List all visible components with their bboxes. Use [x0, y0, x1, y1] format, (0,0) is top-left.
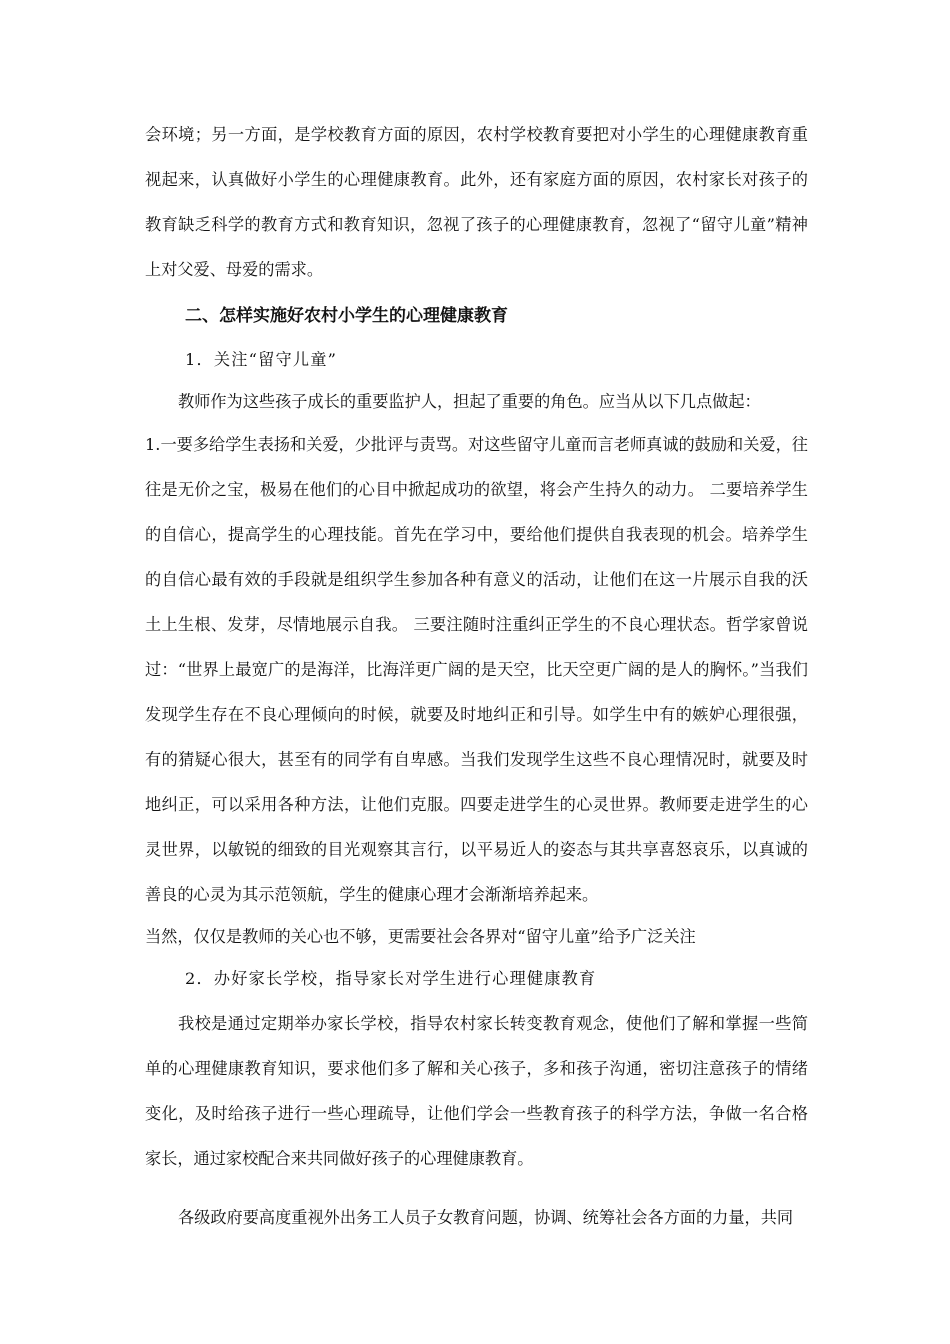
paragraph-four-points: 1.一要多给学生表扬和关爱，少批评与责骂。对这些留守儿童而言老师真诚的鼓励和关爱，往往是无价之宝，极易在他们的心目中掀起成功的欲望，将会产生持久的动力。 二要培养学生的自信心，提高学生的心理技能。首先在学习中，要给他们提供自我表现的机会。培养学生的自信心最有效的手段就是组织学生参加各种有意义的活动，让他们在这一片展示自我的沃土上生根、发芽，尽情地展示自我。 三要注随时注重纠正学生的不良心理状态。哲学家曾说过：“世界上最宽广的是海洋，比海洋更广阔的是天空，比天空更广阔的是人的胸怀。”当我们发现学生存在不良心理倾向的时候，就要及时地纠正和引导。如学生中有的嫉妒心理很强，有的猜疑心很大，甚至有的同学有自卑感。当我们发现学生这些不良心理情况时，就要及时地纠正，可以采用各种方法，让他们克服。四要走进学生的心灵世界。教师要走进学生的心灵世界，以敏锐的细致的目光观察其言行，以平易近人的姿态与其共享喜怒哀乐，以真诚的善良的心灵为其示范领航，学生的健康心理才会渐渐培养起来。 — [145, 435, 808, 904]
paragraph-government: 各级政府要高度重视外出务工人员子女教育问题，协调、统筹社会各方面的力量，共同 — [178, 1208, 794, 1227]
paragraph-continued: 会环境；另一方面，是学校教育方面的原因，农村学校教育要把对小学生的心理健康教育重视起来，认真做好小学生的心理健康教育。此外，还有家庭方面的原因，农村家长对孩子的教育缺乏科学的教育方式和教育知识，忽视了孩子的心理健康教育，忽视了“留守儿童”精神上对父爱、母爱的需求。 — [145, 125, 808, 279]
subheading-left-behind-children: 1．关注“留守儿童” — [185, 350, 338, 369]
subheading-parent-school: 2．办好家长学校，指导家长对学生进行心理健康教育 — [185, 969, 597, 988]
section-heading: 二、怎样实施好农村小学生的心理健康教育 — [185, 306, 508, 326]
paragraph-teacher-role: 教师作为这些孩子成长的重要监护人，担起了重要的角色。应当从以下几点做起： — [178, 392, 761, 411]
paragraph-society-attention: 当然，仅仅是教师的关心也不够，更需要社会各界对“留守儿童”给予广泛关注 — [145, 927, 696, 946]
document-page — [145, 112, 808, 1240]
paragraph-parent-school: 我校是通过定期举办家长学校，指导农村家长转变教育观念，使他们了解和掌握一些简单的心理健康教育知识，要求他们多了解和关心孩子，多和孩子沟通，密切注意孩子的情绪变化，及时给孩子进行一些心理疏导，让他们学会一些教育孩子的科学方法，争做一名合格家长，通过家校配合来共同做好孩子的心理健康教育。 — [145, 1014, 808, 1168]
